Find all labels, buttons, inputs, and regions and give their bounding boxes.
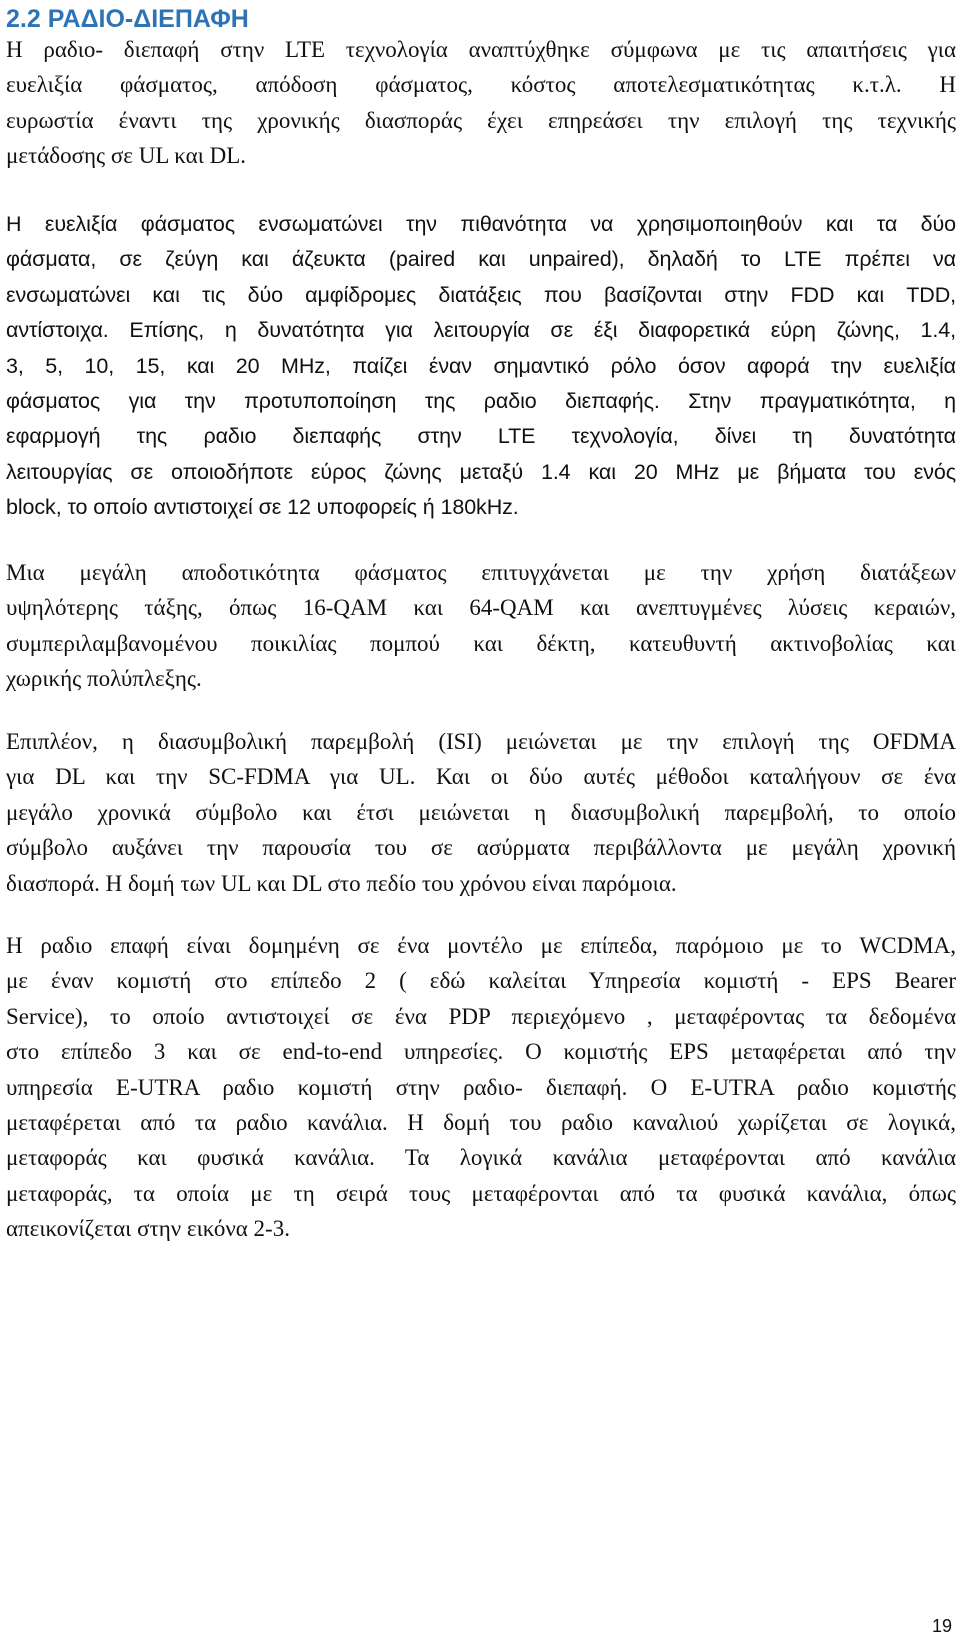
text-line: block, το οποίο αντιστοιχεί σε 12 υποφορείς ή 180kHz. [6, 495, 519, 520]
text-line: αντίστοιχα. Επίσης, η δυνατότητα για λειτουργία σε έξι διαφορετικά εύρη ζώνης, 1.4, [6, 318, 956, 343]
text-line: χωρικής πολύπλεξης. [6, 666, 202, 692]
text-line: ευελιξία φάσματος, απόδοση φάσματος, κόστος αποτελεσματικότητας κ.τ.λ. Η [6, 72, 956, 98]
text-line: για DL και την SC-FDMA για UL. Και οι δύο αυτές μέθοδοι καταλήγουν σε ένα [6, 764, 956, 790]
paragraph-spectral-efficiency [6, 555, 956, 697]
text-line: συμπεριλαμβανομένου ποικιλίας πομπού και δέκτη, κατευθυντή ακτινοβολίας και [6, 630, 956, 656]
text-line: μεταφέρεται από τα ραδιο κανάλια. Η δομή του ραδιο καναλιού χωρίζεται σε λογικά, [6, 1109, 956, 1135]
text-line: μεταφοράς και φυσικά κανάλια. Τα λογικά κανάλια μεταφέρονται από κανάλια [6, 1145, 956, 1171]
text-line: υπηρεσία E-UTRA ραδιο κομιστή στην ραδιο- διεπαφή. Ο E-UTRA ραδιο κομιστής [6, 1074, 956, 1100]
text-line: Η ευελιξία φάσματος ενσωματώνει την πιθανότητα να χρησιμοποιηθούν και τα δύο [6, 212, 956, 236]
text-line: διασπορά. Η δομή των UL και DL στο πεδίο του χρόνου είναι παρόμοια. [6, 870, 677, 896]
text-line: μετάδοσης σε UL και DL. [6, 143, 247, 169]
text-line: υψηλότερης τάξης, όπως 16-QAM και 64-QAM και ανεπτυγμένες λύσεις κεραιών, [6, 595, 956, 621]
text-line: Μια μεγάλη αποδοτικότητα φάσματος επιτυγχάνεται με την χρήση διατάξεων [6, 560, 956, 585]
text-line: Η ραδιο- διεπαφή στην LTE τεχνολογία αναπτύχθηκε σύμφωνα με τις απαιτήσεις για [6, 37, 956, 62]
text-line: απεικονίζεται στην εικόνα 2-3. [6, 1216, 290, 1242]
paragraph-radio-interface-intro [6, 32, 956, 174]
paragraph-spectrum-flexibility [6, 207, 956, 526]
page-number: 19 [931, 1616, 952, 1636]
text-line: φάσματα, σε ζεύγη και άζευκτα (paired και unpaired), δηλαδή το LTE πρέπει να [6, 247, 956, 272]
text-line: ενσωματώνει και τις δύο αμφίδρομες διατάξεις που βασίζονται στην FDD και TDD, [6, 282, 956, 307]
section-heading: 2.2 ΡΑΔΙΟ-ΔΙΕΠΑΦΗ [6, 5, 249, 33]
text-line: λειτουργίας σε οποιοδήποτε εύρος ζώνης μεταξύ 1.4 και 20 MHz με βήματα του ενός [6, 459, 956, 484]
text-line: με έναν κομιστή στο επίπεδο 2 ( εδώ καλείται Υπηρεσία κομιστή - EPS Bearer [6, 968, 956, 994]
paragraph-isi-reduction [6, 724, 956, 901]
paragraph-layered-model [6, 928, 956, 1247]
text-line: ευρωστία έναντι της χρονικής διασποράς έχει επηρεάσει την επιλογή της τεχνικής [6, 107, 956, 133]
text-line: σύμβολο αυξάνει την παρουσία του σε ασύρματα περιβάλλοντα με μεγάλη χρονική [6, 835, 956, 861]
text-line: Επιπλέον, η διασυμβολική παρεμβολή (ISI) μειώνεται με την επιλογή της OFDMA [6, 729, 956, 754]
text-line: στο επίπεδο 3 και σε end-to-end υπηρεσίες. Ο κομιστής EPS μεταφέρεται από την [6, 1039, 956, 1065]
text-line: μεγάλο χρονικά σύμβολο και έτσι μειώνεται η διασυμβολική παρεμβολή, το οποίο [6, 799, 956, 825]
text-line: εφαρμογή της ραδιο διεπαφής στην LTE τεχνολογία, δίνει τη δυνατότητα [6, 424, 956, 449]
text-line: Η ραδιο επαφή είναι δομημένη σε ένα μοντέλο με επίπεδα, παρόμοιο με το WCDMA, [6, 933, 956, 958]
text-line: φάσματος για την προτυποποίηση της ραδιο διεπαφής. Στην πραγματικότητα, η [6, 388, 956, 413]
text-line: Service), το οποίο αντιστοιχεί σε ένα PDP περιεχόμενο , μεταφέροντας τα δεδομένα [6, 1003, 956, 1029]
text-line: μεταφοράς, τα οποία με τη σειρά τους μεταφέρονται από τα φυσικά κανάλια, όπως [6, 1180, 956, 1206]
text-line: 3, 5, 10, 15, και 20 MHz, παίζει έναν σημαντικό ρόλο όσον αφορά την ευελιξία [6, 353, 956, 378]
